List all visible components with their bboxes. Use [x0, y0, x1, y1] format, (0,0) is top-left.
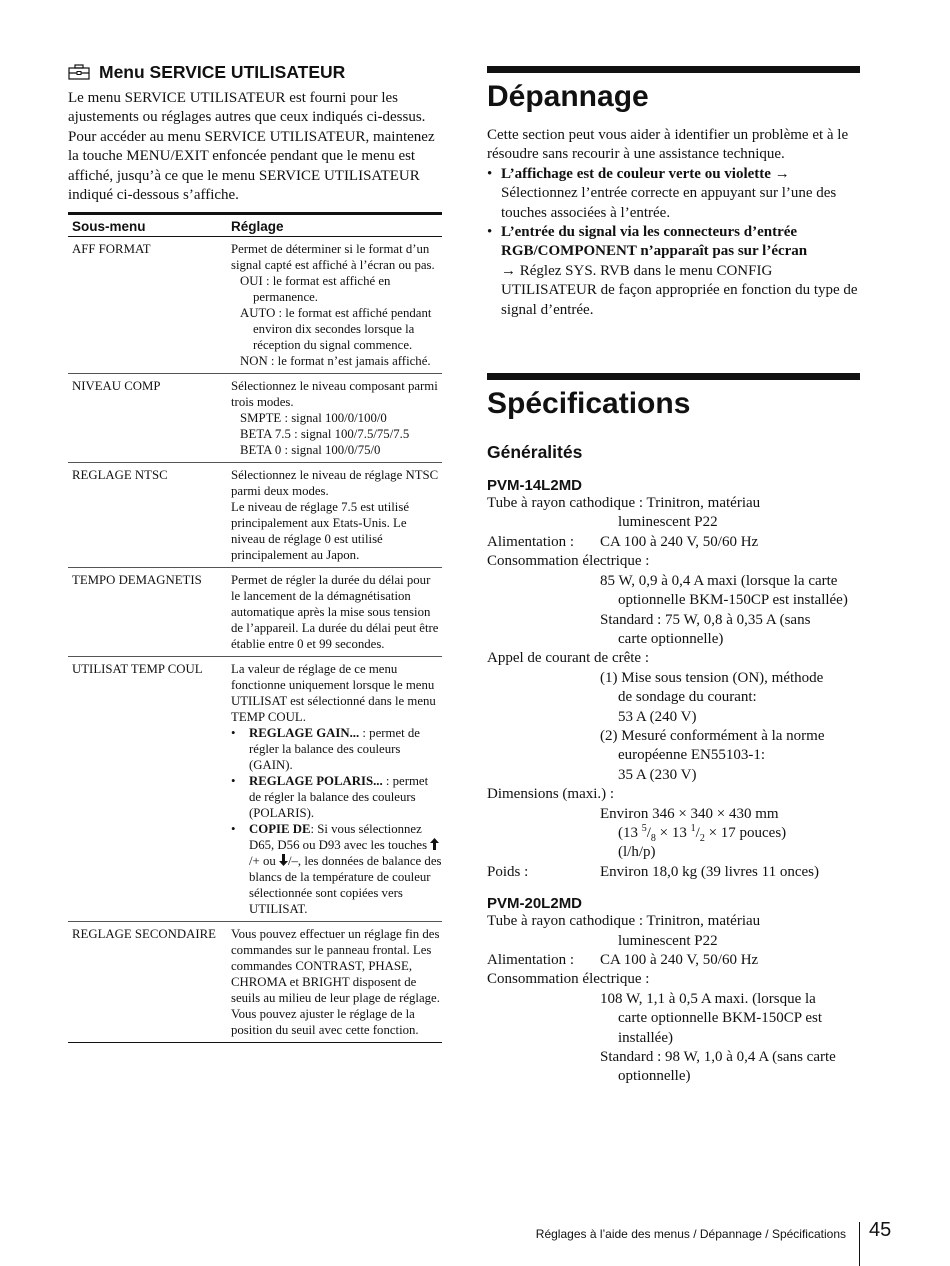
- intro-paragraph-2: Pour accéder au menu SERVICE UTILISATEUR, maintenez la touche MENU/EXIT enfoncée pendant que le menu est affiché, jusqu’à ce que le menu SERVICE UTILISATEUR indiqué ci-dessous s’affiche.: [68, 128, 435, 204]
- solution-text: Sélectionnez l’entrée correcte en appuyant sur l’une des touches associées à l’entrée.: [501, 185, 837, 221]
- troubleshoot-item: • L’affichage est de couleur verte ou violette → Sélectionnez l’entrée correcte en appuyant sur l’une des touches associées à l’entrée.: [487, 165, 837, 221]
- spec-line: 108 W, 1,1 à 0,5 A maxi. (lorsque la: [600, 990, 816, 1007]
- table-row: [68, 657, 442, 922]
- spec-line: européenne EN55103-1:: [618, 747, 766, 764]
- left-column: [68, 60, 442, 1043]
- general-title: Généralités: [487, 442, 583, 463]
- table-header-submenu: Sous-menu: [68, 214, 227, 237]
- bullet-item: [231, 773, 442, 821]
- up-arrow-icon: [430, 838, 439, 852]
- model-title: PVM-20L2MD: [487, 895, 583, 913]
- spec-line: Standard : 75 W, 0,8 à 0,35 A (sans: [600, 611, 811, 628]
- bullet-text: : Si vous sélectionnez D65, D56 ou D93 avec les touches: [249, 822, 431, 853]
- spec-line: Alimentation : CA 100 à 240 V, 50/60 Hz: [487, 533, 759, 550]
- bullet-bold: REGLAGE GAIN...: [249, 726, 360, 741]
- spec-line: Environ 346 × 340 × 430 mm: [600, 805, 779, 822]
- toolbox-icon: [68, 64, 90, 80]
- bullet-dot: •: [231, 822, 236, 837]
- spec-line: carte optionnelle): [618, 630, 724, 647]
- row-desc-text-2: Le niveau de réglage 7.5 est utilisé principalement aux Etats-Unis. Le niveau de réglage 0 est utilisé principalement au Japon.: [231, 500, 410, 563]
- arrow-icon: →: [774, 165, 790, 182]
- spec-line: Consommation électrique :: [487, 553, 650, 570]
- spec-line: 35 A (230 V): [618, 766, 697, 783]
- row-name: TEMPO DEMAGNETIS: [68, 568, 227, 657]
- footer-divider: [859, 1222, 860, 1266]
- spec-line: (1) Mise sous tension (ON), méthode: [600, 669, 824, 686]
- spec-line: Tube à rayon cathodique : Trinitron, matériau: [487, 495, 761, 512]
- bullet-text: /–, les données de balance des blancs de la température de couleur sélectionnée sont copiées vers UTILISAT.: [249, 854, 442, 917]
- spec-line: carte optionnelle BKM-150CP est: [618, 1010, 822, 1027]
- spec-line: Standard : 98 W, 1,0 à 0,4 A (sans carte: [600, 1049, 836, 1066]
- option-item: BETA 0 : signal 100/0/75/0: [240, 443, 381, 458]
- menu-title-text: Menu SERVICE UTILISATEUR: [99, 61, 346, 82]
- option-item: BETA 7.5 : signal 100/7.5/75/7.5: [240, 427, 410, 442]
- option-item: AUTO : le format est affiché pendant environ dix secondes lorsque la réception du signal commence.: [240, 306, 432, 353]
- table-row: [68, 568, 442, 657]
- row-name: UTILISAT TEMP COUL: [68, 657, 227, 922]
- solution-text: Réglez SYS. RVB dans le menu CONFIG UTILISATEUR de façon appropriée en fonction du type de signal d’entrée.: [501, 262, 858, 318]
- spec-line: Poids : Environ 18,0 kg (39 livres 11 onces): [487, 863, 819, 880]
- bullet-text: : permet de régler la balance des couleurs (POLARIS).: [249, 774, 429, 821]
- spec-line: 53 A (240 V): [618, 708, 697, 725]
- table-row: [68, 237, 442, 374]
- row-desc-text: Sélectionnez le niveau de réglage NTSC parmi deux modes.: [231, 468, 439, 499]
- spec-line: (l/h/p): [618, 844, 656, 861]
- spec-line: 85 W, 0,9 à 0,4 A maxi (lorsque la carte: [600, 572, 838, 589]
- menu-section-title: [68, 60, 442, 84]
- section-rule: [487, 373, 860, 380]
- bullet-bold: COPIE DE: [249, 822, 311, 837]
- table-row: [68, 463, 442, 568]
- row-desc-text: La valeur de réglage de ce menu fonctionne uniquement lorsque le menu UTILISAT est sélectionné dans le menu TEMP COUL.: [231, 662, 436, 725]
- model-title: PVM-14L2MD: [487, 477, 583, 495]
- row-name: REGLAGE SECONDAIRE: [68, 922, 227, 1043]
- bullet-item: [231, 821, 442, 917]
- row-description: [227, 657, 442, 922]
- bullet-dot: •: [231, 726, 236, 741]
- spec-title: Spécifications: [487, 387, 691, 421]
- row-name: NIVEAU COMP: [68, 374, 227, 463]
- table-header-setting: Réglage: [227, 214, 442, 237]
- spec-line: Alimentation : CA 100 à 240 V, 50/60 Hz: [487, 952, 759, 968]
- arrow-icon: →: [501, 262, 516, 279]
- footer-breadcrumb: Réglages à l’aide des menus / Dépannage / Spécifications: [535, 1227, 846, 1241]
- spec-line: Tube à rayon cathodique : Trinitron, matériau: [487, 913, 761, 930]
- spec-line: (13 $^5/_8 \times 13$ $^1/_2 \times 17$ pouces): [618, 822, 787, 844]
- bullet-dot: •: [231, 774, 236, 789]
- problem-text: L’entrée du signal via les connecteurs d’entrée RGB/COMPONENT n’apparaît pas sur l’écran: [501, 224, 808, 260]
- spec-line: (2) Mesuré conformément à la norme: [600, 727, 825, 744]
- row-description: [227, 463, 442, 568]
- option-item: NON : le format n’est jamais affiché.: [240, 354, 431, 369]
- spec-line: Consommation électrique :: [487, 971, 650, 988]
- row-name: AFF FORMAT: [68, 237, 227, 374]
- spec-line: optionnelle BKM-150CP est installée): [618, 592, 848, 609]
- row-desc-text: Permet de déterminer si le format d’un signal capté est affiché à l’écran ou pas.: [231, 242, 435, 273]
- depannage-title: Dépannage: [487, 80, 649, 113]
- right-column: [487, 66, 861, 1087]
- page-number: 45: [869, 1219, 892, 1241]
- row-description: [227, 374, 442, 463]
- section-rule: [487, 66, 860, 73]
- table-row: [68, 374, 442, 463]
- row-desc-text: Sélectionnez le niveau composant parmi trois modes.: [231, 379, 438, 410]
- row-description: [227, 237, 442, 374]
- bullet-text: /+ ou: [249, 854, 279, 869]
- spec-line: Appel de courant de crête :: [487, 650, 650, 667]
- bullet-text: : permet de régler la balance des couleurs (GAIN).: [249, 726, 420, 773]
- troubleshoot-item: • L’entrée du signal via les connecteurs d’entrée RGB/COMPONENT n’apparaît pas sur l’écran → Réglez SYS. RVB dans le menu CONFIG UTILISATEUR de façon appropriée en fonction du type de signal d’entrée.: [487, 224, 858, 318]
- intro-paragraph-1: Le menu SERVICE UTILISATEUR est fourni pour les ajustements ou réglages autres que ceux indiqués ci-dessus.: [68, 90, 426, 126]
- option-item: SMPTE : signal 100/0/100/0: [240, 411, 387, 426]
- spec-line: optionnelle): [618, 1068, 691, 1085]
- spec-block-pvm20: [487, 912, 861, 1087]
- option-item: OUI : le format est affiché en permanence.: [240, 274, 391, 305]
- table-row: [68, 922, 442, 1043]
- spec-line: installée): [618, 1029, 673, 1046]
- spec-block-pvm14: [487, 494, 861, 882]
- spec-line: Dimensions (maxi.) :: [487, 786, 615, 803]
- bullet-bold: REGLAGE POLARIS...: [249, 774, 383, 789]
- row-description: Permet de régler la durée du délai pour le lancement de la démagnétisation automatique après la mise sous tension de l’appareil. La durée du délai peut être établie entre 0 et 99 secondes.: [227, 568, 442, 657]
- row-name: REGLAGE NTSC: [68, 463, 227, 568]
- spec-line: luminescent P22: [618, 932, 718, 949]
- problem-text: L’affichage est de couleur verte ou violette: [501, 165, 771, 182]
- bullet-item: [231, 725, 442, 773]
- spec-line: luminescent P22: [618, 514, 718, 531]
- spec-line: de sondage du courant:: [618, 689, 757, 706]
- down-arrow-icon: [279, 854, 288, 868]
- service-menu-table: [68, 212, 442, 1043]
- row-description: Vous pouvez effectuer un réglage fin des commandes sur le panneau frontal. Les commandes CONTRAST, PHASE, CHROMA et BRIGHT disposent de seuils au milieu de leur plage de réglage. Vous pouvez ajuster le réglage de la position du seuil avec cette fonction.: [227, 922, 442, 1043]
- depannage-intro: Cette section peut vous aider à identifier un problème et à le résoudre sans recourir à une assistance technique.: [487, 127, 849, 163]
